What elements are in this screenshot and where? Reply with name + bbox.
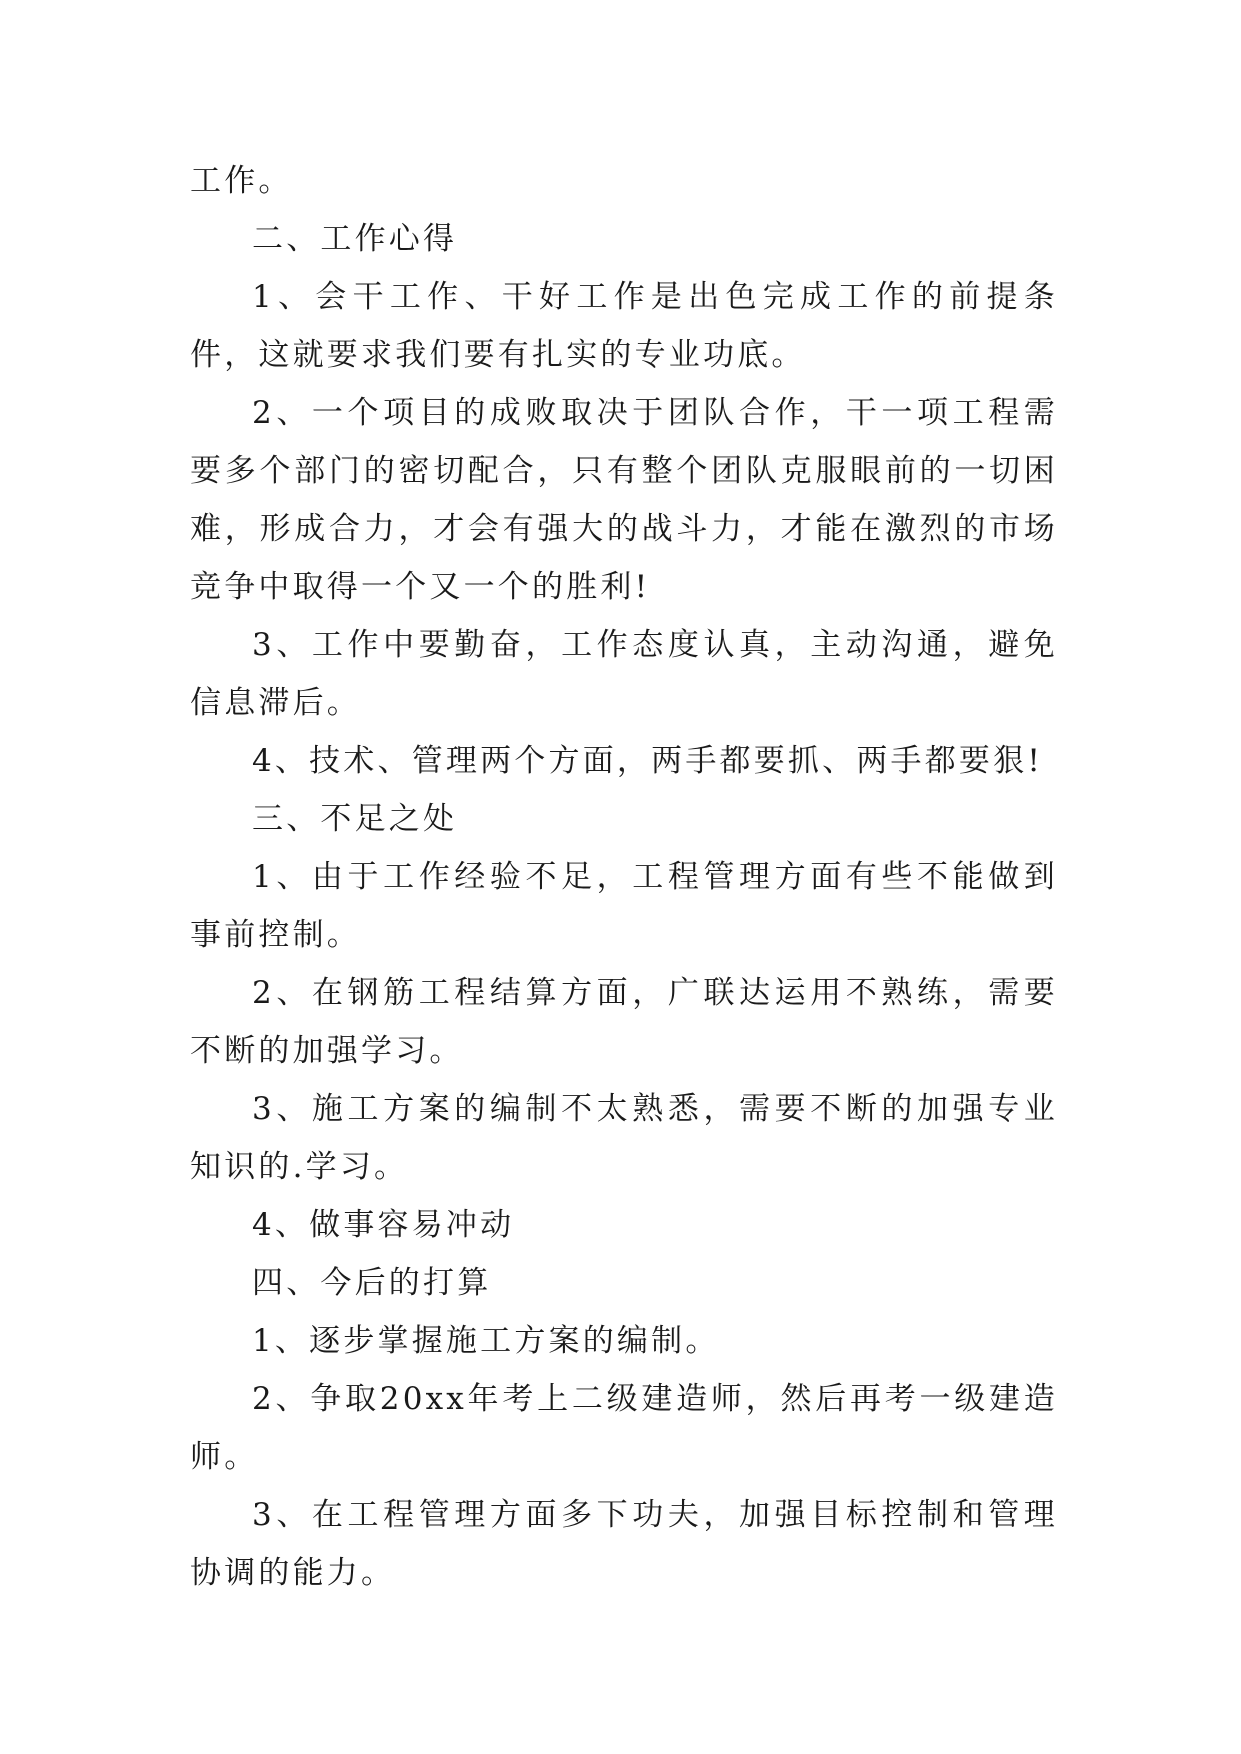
list-item: 2、在钢筋工程结算方面，广联达运用不熟练，需要不断的加强学习。	[190, 975, 1058, 1069]
list-item: 2、争取20xx年考上二级建造师，然后再考一级建造师。	[190, 1381, 1058, 1475]
paragraph-continuation: 工作。	[190, 163, 293, 199]
list-item: 3、施工方案的编制不太熟悉，需要不断的加强专业知识的.学习。	[190, 1091, 1058, 1185]
list-item: 3、在工程管理方面多下功夫，加强目标控制和管理协调的能力。	[190, 1497, 1058, 1591]
list-item: 1、由于工作经验不足，工程管理方面有些不能做到事前控制。	[190, 859, 1058, 953]
list-item: 4、技术、管理两个方面，两手都要抓、两手都要狠!	[252, 743, 1043, 779]
document-body	[190, 152, 1058, 1602]
section-heading-work-experience: 二、工作心得	[252, 221, 458, 257]
list-item: 4、做事容易冲动	[252, 1207, 515, 1243]
list-item: 3、工作中要勤奋，工作态度认真，主动沟通，避免信息滞后。	[190, 627, 1058, 721]
list-item: 2、一个项目的成败取决于团队合作，干一项工程需要多个部门的密切配合，只有整个团队克服眼前的一切困难，形成合力，才会有强大的战斗力，才能在激烈的市场竞争中取得一个又一个的胜利!	[190, 395, 1058, 605]
list-item: 1、会干工作、干好工作是出色完成工作的前提条件，这就要求我们要有扎实的专业功底。	[190, 279, 1058, 373]
list-item: 1、逐步掌握施工方案的编制。	[252, 1323, 720, 1359]
section-heading-future-plans: 四、今后的打算	[252, 1265, 492, 1301]
section-heading-shortcomings: 三、不足之处	[252, 801, 458, 837]
